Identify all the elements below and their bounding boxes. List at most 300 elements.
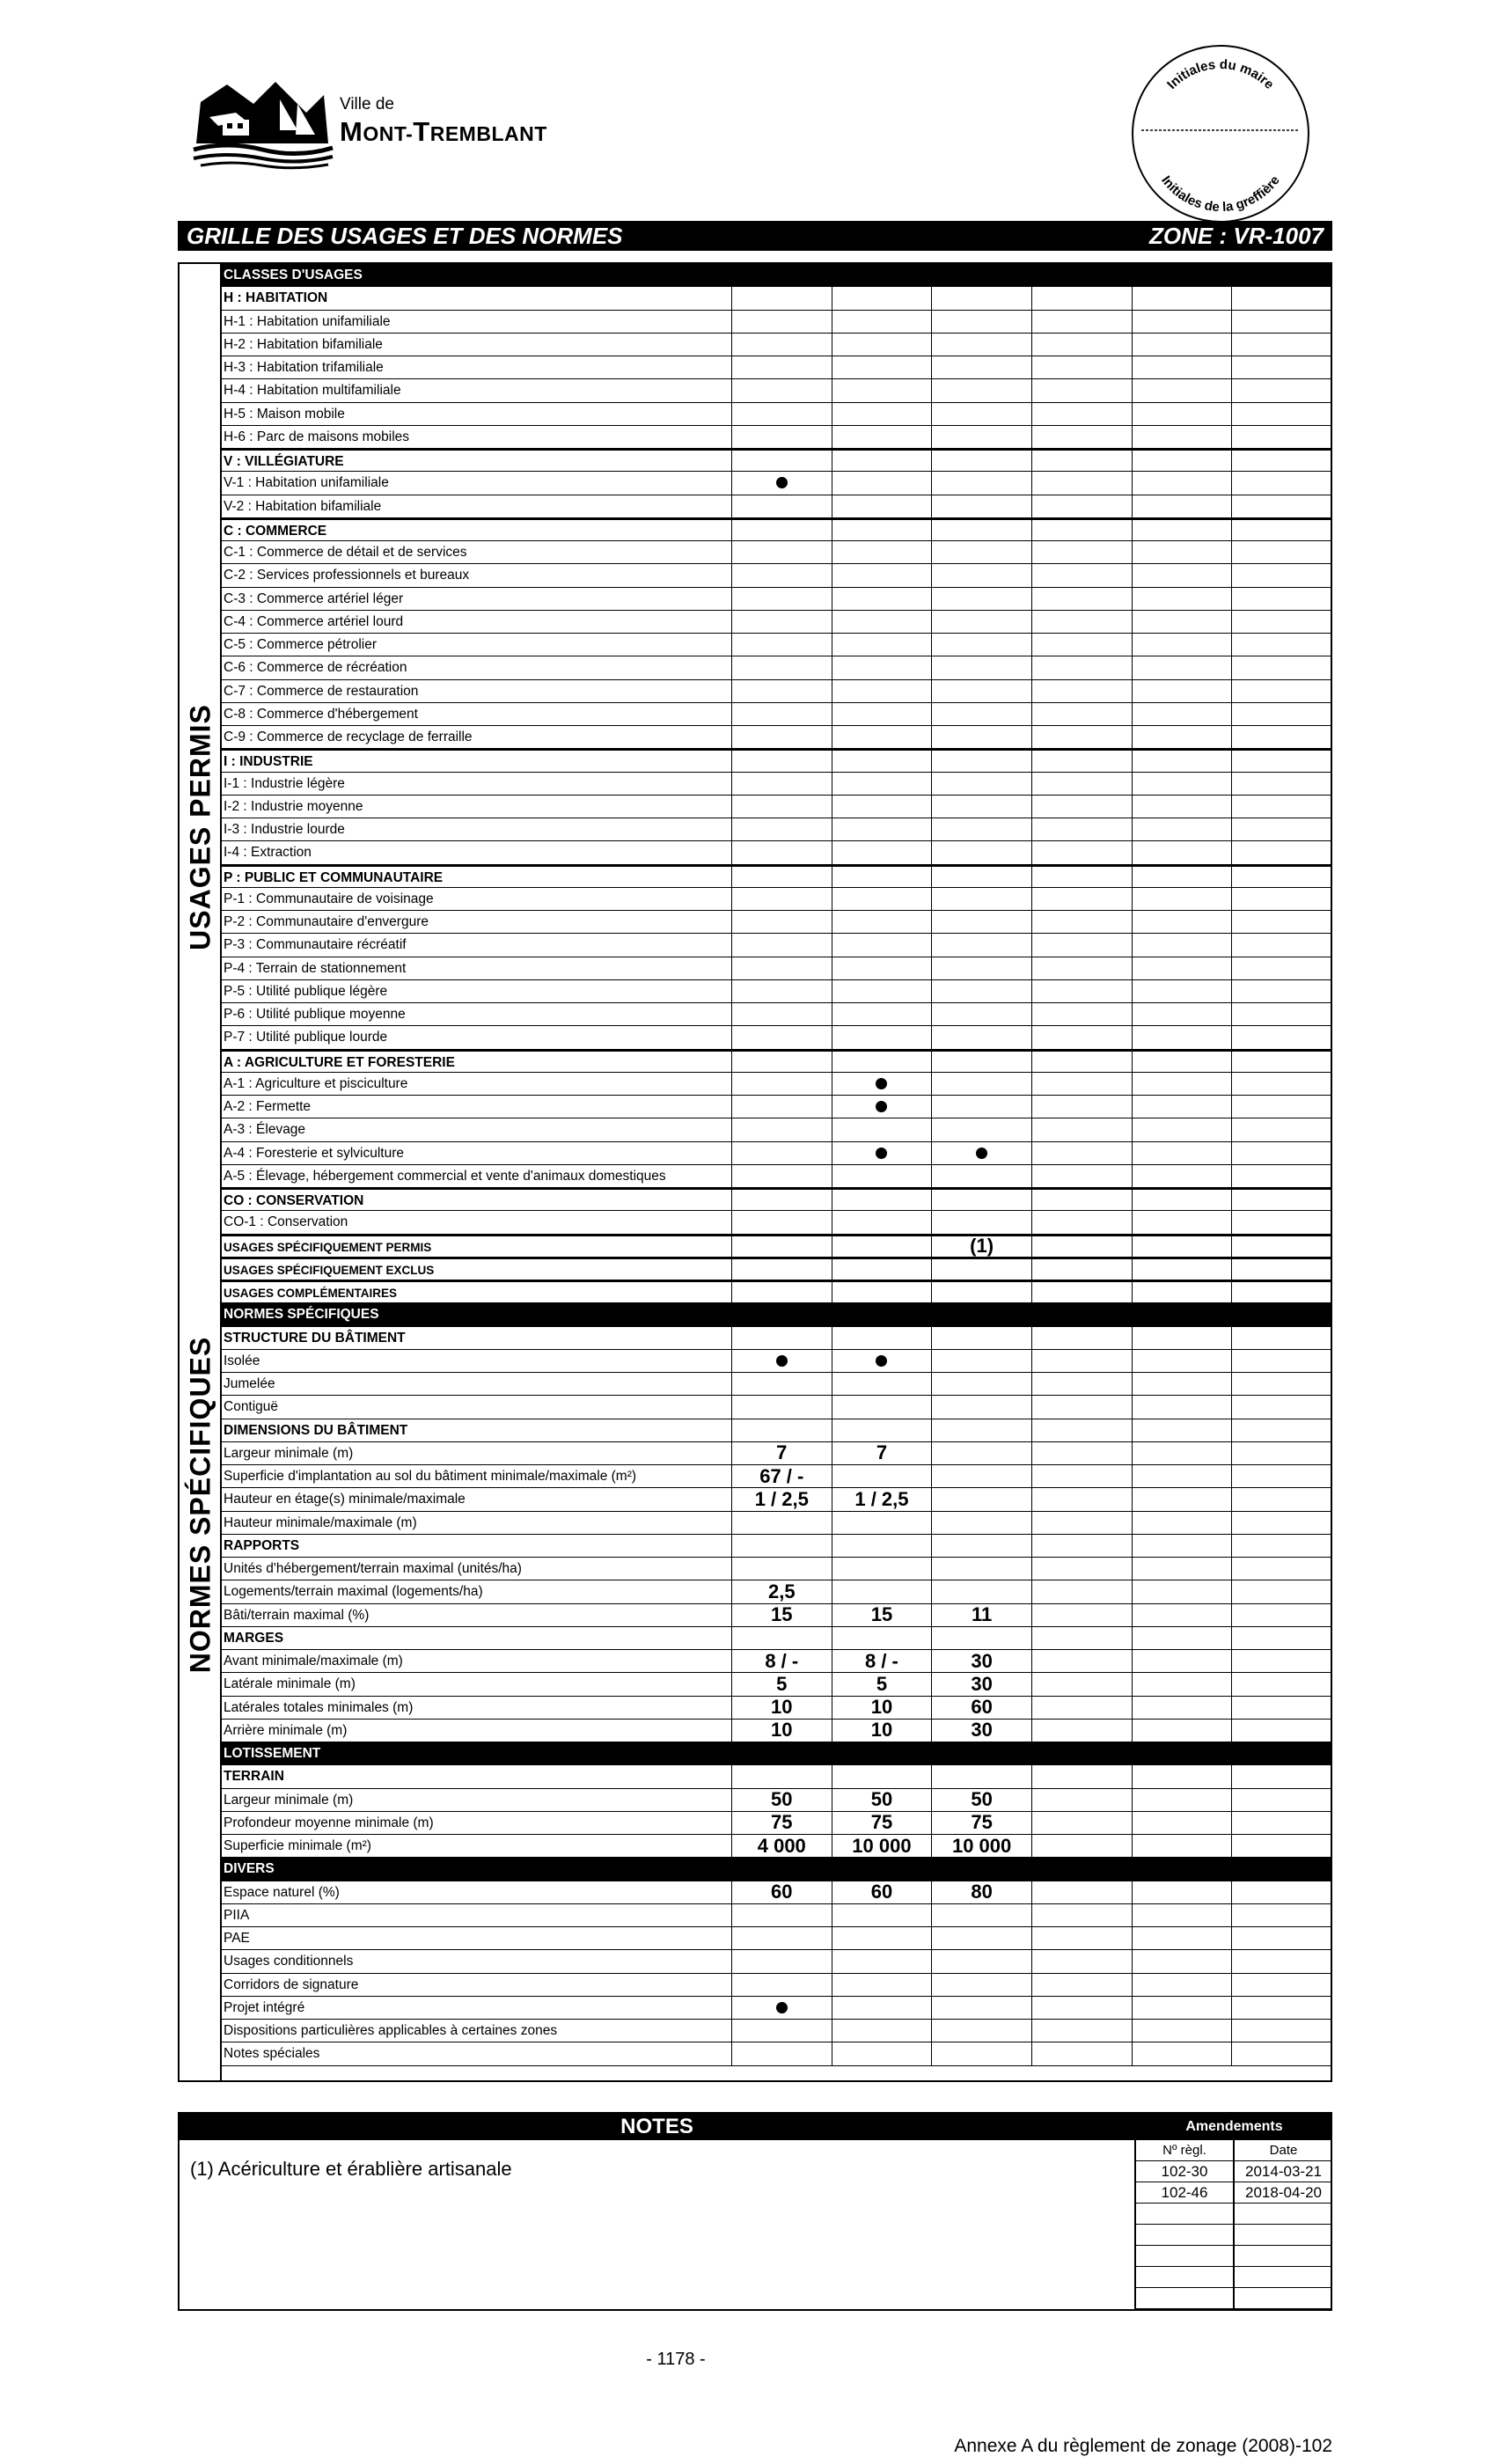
grid-cell	[1032, 1236, 1133, 1257]
grid-cell	[832, 911, 933, 933]
row-label: USAGES SPÉCIFIQUEMENT EXCLUS	[222, 1259, 732, 1280]
grid-cell	[1232, 1442, 1332, 1464]
grid-row	[222, 1858, 1332, 1881]
grid-row	[222, 541, 1332, 564]
row-label: H-3 : Habitation trifamiliale	[222, 356, 732, 378]
grid-cell	[1133, 1558, 1233, 1580]
grid-cell	[1032, 1927, 1133, 1949]
grid-cell: 8 / -	[732, 1650, 832, 1672]
amendement-reg	[1136, 2225, 1235, 2245]
grid-cell	[1232, 1003, 1332, 1025]
grid-cell	[1232, 1558, 1332, 1580]
grid-cell	[1032, 1142, 1133, 1164]
grid-cell: 7	[732, 1442, 832, 1464]
grid-cell	[932, 726, 1032, 748]
notes-title: NOTES	[180, 2114, 1134, 2140]
grid-cell	[1133, 1211, 1233, 1233]
grid-cell	[1032, 495, 1133, 517]
grid-cell	[1032, 980, 1133, 1002]
grid-cell	[932, 1142, 1032, 1164]
grid-cell	[932, 1419, 1032, 1441]
grid-row	[222, 1604, 1332, 1627]
grid-cell	[1133, 1974, 1233, 1996]
grid-cell	[1032, 311, 1133, 333]
grid-cell	[1032, 379, 1133, 401]
row-label: P-2 : Communautaire d'envergure	[222, 911, 732, 933]
grid-cell	[1032, 1627, 1133, 1649]
grid-cell	[732, 1073, 832, 1095]
grid-cell	[1232, 726, 1332, 748]
grid-cell	[1232, 656, 1332, 678]
grid-cell	[832, 1096, 933, 1118]
grid-row	[222, 356, 1332, 379]
grid-cell	[932, 773, 1032, 795]
grid-cell	[1232, 911, 1332, 933]
grid-cell: 5	[832, 1673, 933, 1695]
footer-text: Annexe A du règlement de zonage (2008)-102	[954, 2436, 1332, 2456]
grid-cell	[732, 911, 832, 933]
grid-cell	[1032, 1950, 1133, 1972]
grid-cell	[932, 656, 1032, 678]
grid-cell	[832, 1259, 933, 1280]
row-label: LOTISSEMENT	[224, 1746, 321, 1761]
grid-cell	[1232, 1627, 1332, 1649]
grid-cell	[1133, 1904, 1233, 1926]
grid-cell	[832, 1373, 933, 1395]
grid-cell	[732, 773, 832, 795]
grid-cell	[1232, 1236, 1332, 1257]
logo-name: MONT-TREMBLANT	[340, 116, 547, 147]
grid-cell	[932, 1259, 1032, 1280]
title-bar	[178, 221, 1332, 251]
grid-cell	[732, 1118, 832, 1140]
grid-cell: 60	[832, 1881, 933, 1903]
grid-cell: 60	[932, 1697, 1032, 1719]
grid-cell	[1232, 1535, 1332, 1557]
usages-permis-label: USAGES PERMIS	[184, 704, 216, 950]
grid-cell: 75	[932, 1812, 1032, 1834]
grid-cell	[832, 311, 933, 333]
bullet-icon	[776, 1355, 788, 1367]
grid-row	[222, 634, 1332, 656]
grid-cell	[732, 1003, 832, 1025]
grid-row	[222, 379, 1332, 402]
grid-row	[222, 1188, 1332, 1211]
bullet-icon	[876, 1355, 887, 1367]
grid-cell	[1232, 495, 1332, 517]
grid-cell	[732, 472, 832, 494]
grid-row	[222, 796, 1332, 818]
grid-row	[222, 426, 1332, 449]
grid-cell	[1032, 726, 1133, 748]
grid-cell	[1232, 1373, 1332, 1395]
grid-cell	[1133, 796, 1233, 818]
grid-cell	[932, 751, 1032, 771]
grid-cell	[1232, 1073, 1332, 1095]
col-date: Date	[1269, 2143, 1298, 2158]
grid-cell	[1133, 541, 1233, 563]
grid-cell	[1232, 1673, 1332, 1695]
grid-title: GRILLE DES USAGES ET DES NORMES	[187, 222, 623, 249]
grid-cell	[1232, 1165, 1332, 1187]
row-label: Espace naturel (%)	[222, 1881, 732, 1903]
grid-cell	[1032, 1488, 1133, 1510]
grid-cell	[832, 1535, 933, 1557]
row-label: P : PUBLIC ET COMMUNAUTAIRE	[222, 867, 732, 887]
grid-row	[222, 1835, 1332, 1858]
grid-cell	[832, 1512, 933, 1534]
grid-cell	[832, 634, 933, 656]
row-label: H : HABITATION	[222, 287, 732, 309]
grid-cell	[1032, 1003, 1133, 1025]
grid-cell	[1232, 1259, 1332, 1280]
row-label: STRUCTURE DU BÂTIMENT	[222, 1327, 732, 1349]
grid-row	[222, 1742, 1332, 1765]
row-label: P-5 : Utilité publique légère	[222, 980, 732, 1002]
grid-cell: 50	[832, 1789, 933, 1811]
grid-cell	[1032, 1118, 1133, 1140]
grid-cell	[1232, 1765, 1332, 1787]
grid-cell	[1032, 1997, 1133, 2019]
grid-cell	[732, 841, 832, 863]
row-label: Profondeur moyenne minimale (m)	[222, 1812, 732, 1834]
grid-cell	[1032, 796, 1133, 818]
grid-cell	[1232, 1282, 1332, 1302]
grid-cell	[1232, 1720, 1332, 1742]
grid-cell	[1232, 1211, 1332, 1233]
grid-row	[222, 1789, 1332, 1812]
row-label: C-3 : Commerce artériel léger	[222, 588, 732, 610]
grid-cell	[1232, 1697, 1332, 1719]
grid-cell	[732, 1927, 832, 1949]
grid-cell	[732, 1236, 832, 1257]
usage-norms-grid	[178, 262, 1332, 2082]
grid-row	[222, 1373, 1332, 1396]
grid-cell	[932, 1211, 1032, 1233]
grid-cell	[932, 867, 1032, 887]
amendement-row	[1136, 2204, 1332, 2225]
grid-cell	[1232, 1580, 1332, 1602]
grid-cell	[832, 1927, 933, 1949]
grid-cell	[1133, 934, 1233, 956]
grid-cell	[1133, 1812, 1233, 1834]
grid-cell	[1133, 818, 1233, 840]
grid-cell	[1232, 588, 1332, 610]
grid-cell	[1133, 1236, 1233, 1257]
grid-cell	[1032, 680, 1133, 702]
grid-cell	[1032, 1211, 1133, 1233]
row-label: Hauteur minimale/maximale (m)	[222, 1512, 732, 1534]
grid-cell	[1032, 867, 1133, 887]
grid-cell	[732, 934, 832, 956]
grid-row	[222, 287, 1332, 310]
grid-cell	[1232, 751, 1332, 771]
grid-row	[222, 1327, 1332, 1350]
grid-cell	[1032, 541, 1133, 563]
svg-text:Initiales du maire	[1164, 57, 1277, 92]
grid-cell	[732, 751, 832, 771]
grid-cell	[732, 403, 832, 425]
grid-cell	[732, 334, 832, 356]
grid-cell	[932, 287, 1032, 309]
grid-cell	[1133, 1327, 1233, 1349]
grid-row	[222, 1950, 1332, 1973]
side-column	[180, 264, 222, 2080]
grid-cell	[1133, 867, 1233, 887]
grid-cell	[932, 495, 1032, 517]
bullet-icon	[976, 1148, 987, 1159]
grid-cell	[1133, 888, 1233, 910]
grid-cell	[1032, 1259, 1133, 1280]
amendements-title: Amendements	[1136, 2114, 1332, 2140]
amendement-reg	[1136, 2267, 1235, 2287]
grid-cell	[832, 611, 933, 633]
grid-cell	[732, 980, 832, 1002]
grid-cell	[932, 1165, 1032, 1187]
grid-row	[222, 1465, 1332, 1488]
bullet-icon	[776, 477, 788, 488]
row-label: NORMES SPÉCIFIQUES	[224, 1307, 379, 1323]
grid-row	[222, 311, 1332, 334]
grid-row	[222, 1580, 1332, 1603]
grid-cell	[732, 1974, 832, 1996]
grid-cell	[732, 1096, 832, 1118]
grid-cell	[1133, 451, 1233, 471]
grid-cell	[1232, 1142, 1332, 1164]
grid-cell	[1232, 957, 1332, 979]
grid-cell	[1232, 1465, 1332, 1487]
grid-cell	[1032, 1604, 1133, 1626]
grid-row	[222, 472, 1332, 495]
grid-cell	[1032, 1512, 1133, 1534]
amendements-table	[1134, 2114, 1332, 2309]
grid-cell: 50	[932, 1789, 1032, 1811]
grid-cell	[932, 311, 1032, 333]
grid-cell	[932, 1465, 1032, 1487]
grid-row	[222, 1765, 1332, 1788]
amendement-reg: 102-46	[1136, 2182, 1235, 2203]
row-label: C-4 : Commerce artériel lourd	[222, 611, 732, 633]
grid-cell: 10	[732, 1720, 832, 1742]
grid-row	[222, 1697, 1332, 1720]
amendement-date	[1235, 2246, 1332, 2266]
grid-cell	[1133, 1650, 1233, 1672]
grid-cell	[1032, 1904, 1133, 1926]
row-label: Usages conditionnels	[222, 1950, 732, 1972]
grid-cell	[932, 818, 1032, 840]
grid-cell	[1232, 403, 1332, 425]
grid-cell	[732, 1950, 832, 1972]
grid-cell	[832, 867, 933, 887]
grid-cell	[1133, 773, 1233, 795]
grid-cell	[1133, 1052, 1233, 1072]
grid-cell: 67 / -	[732, 1465, 832, 1487]
row-label: Largeur minimale (m)	[222, 1789, 732, 1811]
row-label: Hauteur en étage(s) minimale/maximale	[222, 1488, 732, 1510]
grid-cell	[1133, 1881, 1233, 1903]
grid-row	[222, 1211, 1332, 1234]
grid-cell	[1133, 957, 1233, 979]
grid-row	[222, 656, 1332, 679]
grid-cell	[1232, 1118, 1332, 1140]
row-label: Jumelée	[222, 1373, 732, 1395]
grid-cell	[1133, 1026, 1233, 1048]
grid-row	[222, 1881, 1332, 1904]
grid-cell: 75	[732, 1812, 832, 1834]
grid-cell	[1232, 980, 1332, 1002]
grid-cell	[832, 564, 933, 586]
grid-cell	[1133, 611, 1233, 633]
grid-row	[222, 588, 1332, 611]
row-label: MARGES	[222, 1627, 732, 1649]
row-label: Avant minimale/maximale (m)	[222, 1650, 732, 1672]
grid-row	[222, 518, 1332, 541]
grid-cell: 15	[832, 1604, 933, 1626]
grid-cell	[932, 1373, 1032, 1395]
grid-cell	[1032, 634, 1133, 656]
grid-cell	[832, 1465, 933, 1487]
grid-cell	[1032, 888, 1133, 910]
grid-cell	[732, 1026, 832, 1048]
grid-cell	[1032, 356, 1133, 378]
grid-cell	[932, 1558, 1032, 1580]
amendement-date	[1235, 2225, 1332, 2245]
stamp-top-text: Initiales du maire	[1164, 56, 1277, 92]
grid-cell	[732, 1396, 832, 1418]
grid-cell	[1232, 1096, 1332, 1118]
grid-cell: 2,5	[732, 1580, 832, 1602]
row-label: V-2 : Habitation bifamiliale	[222, 495, 732, 517]
amendement-reg	[1136, 2288, 1235, 2308]
grid-row	[222, 403, 1332, 426]
grid-row	[222, 2020, 1332, 2042]
grid-cell	[1232, 1052, 1332, 1072]
grid-cell	[832, 841, 933, 863]
grid-cell	[1133, 287, 1233, 309]
grid-cell	[1133, 1465, 1233, 1487]
grid-cell	[832, 2020, 933, 2042]
grid-cell	[932, 957, 1032, 979]
grid-cell	[732, 957, 832, 979]
row-label: Contiguë	[222, 1396, 732, 1418]
grid-cell: 30	[932, 1650, 1032, 1672]
grid-cell	[1232, 841, 1332, 863]
grid-row	[222, 1142, 1332, 1165]
row-label: A-3 : Élevage	[222, 1118, 732, 1140]
grid-cell: 50	[732, 1789, 832, 1811]
grid-cell	[732, 287, 832, 309]
grid-cell	[732, 1535, 832, 1557]
row-label: H-5 : Maison mobile	[222, 403, 732, 425]
grid-cell	[932, 1765, 1032, 1787]
row-label: C-5 : Commerce pétrolier	[222, 634, 732, 656]
grid-cell	[1133, 311, 1233, 333]
row-label: Superficie d'implantation au sol du bâtiment minimale/maximale (m²)	[222, 1465, 732, 1487]
mountain-logo-icon	[192, 77, 337, 170]
row-label: USAGES COMPLÉMENTAIRES	[222, 1282, 732, 1302]
grid-cell	[732, 1765, 832, 1787]
grid-row	[222, 1927, 1332, 1950]
grid-cell	[832, 1627, 933, 1649]
grid-cell	[932, 1927, 1032, 1949]
grid-cell	[732, 818, 832, 840]
grid-cell	[1032, 2042, 1133, 2064]
grid-cell	[1133, 1096, 1233, 1118]
grid-cell	[1133, 1673, 1233, 1695]
row-label: C-8 : Commerce d'hébergement	[222, 703, 732, 725]
grid-cell	[732, 1282, 832, 1302]
grid-cell	[932, 334, 1032, 356]
grid-cell	[932, 1073, 1032, 1095]
grid-cell	[1032, 1535, 1133, 1557]
grid-cell	[732, 1165, 832, 1187]
grid-cell	[732, 1327, 832, 1349]
logo-text	[340, 95, 547, 148]
grid-cell	[1232, 564, 1332, 586]
row-label: Latérale minimale (m)	[222, 1673, 732, 1695]
grid-cell	[1232, 1396, 1332, 1418]
grid-cell	[932, 1627, 1032, 1649]
grid-cell	[832, 1190, 933, 1210]
grid-cell	[1133, 1580, 1233, 1602]
row-label: I-2 : Industrie moyenne	[222, 796, 732, 818]
grid-cell	[1232, 634, 1332, 656]
grid-cell	[832, 451, 933, 471]
grid-row	[222, 1165, 1332, 1188]
row-label: H-4 : Habitation multifamiliale	[222, 379, 732, 401]
grid-cell	[1232, 520, 1332, 540]
grid-cell	[1133, 1535, 1233, 1557]
grid-cell	[832, 818, 933, 840]
grid-cell	[1232, 2042, 1332, 2064]
grid-cell	[1133, 495, 1233, 517]
grid-row	[222, 1419, 1332, 1442]
grid-cell	[832, 541, 933, 563]
row-label: Bâti/terrain maximal (%)	[222, 1604, 732, 1626]
normes-specifiques-label: NORMES SPÉCIFIQUES	[184, 1336, 216, 1674]
grid-cell	[932, 356, 1032, 378]
grid-row	[222, 495, 1332, 518]
bullet-icon	[876, 1078, 887, 1089]
initials-stamp	[1129, 42, 1312, 225]
grid-cell	[1032, 588, 1133, 610]
grid-cell	[932, 611, 1032, 633]
grid-cell	[1133, 334, 1233, 356]
grid-cell	[1133, 841, 1233, 863]
row-label: H-1 : Habitation unifamiliale	[222, 311, 732, 333]
grid-row	[222, 726, 1332, 749]
grid-cell	[1032, 1812, 1133, 1834]
grid-cell	[1133, 1835, 1233, 1857]
grid-cell	[932, 520, 1032, 540]
row-label: DIVERS	[224, 1861, 275, 1877]
grid-cell	[1133, 1282, 1233, 1302]
grid-row	[222, 1997, 1332, 2020]
grid-cell	[732, 656, 832, 678]
grid-cell	[1133, 2020, 1233, 2042]
row-label: P-1 : Communautaire de voisinage	[222, 888, 732, 910]
grid-row	[222, 773, 1332, 796]
grid-row	[222, 1904, 1332, 1927]
grid-cell	[732, 703, 832, 725]
row-label: A : AGRICULTURE ET FORESTERIE	[222, 1052, 732, 1072]
grid-cell	[932, 1396, 1032, 1418]
grid-cell	[932, 1096, 1032, 1118]
grid-cell	[1232, 1789, 1332, 1811]
grid-cell	[1133, 1350, 1233, 1372]
grid-cell	[732, 1419, 832, 1441]
grid-cell: 10	[832, 1697, 933, 1719]
